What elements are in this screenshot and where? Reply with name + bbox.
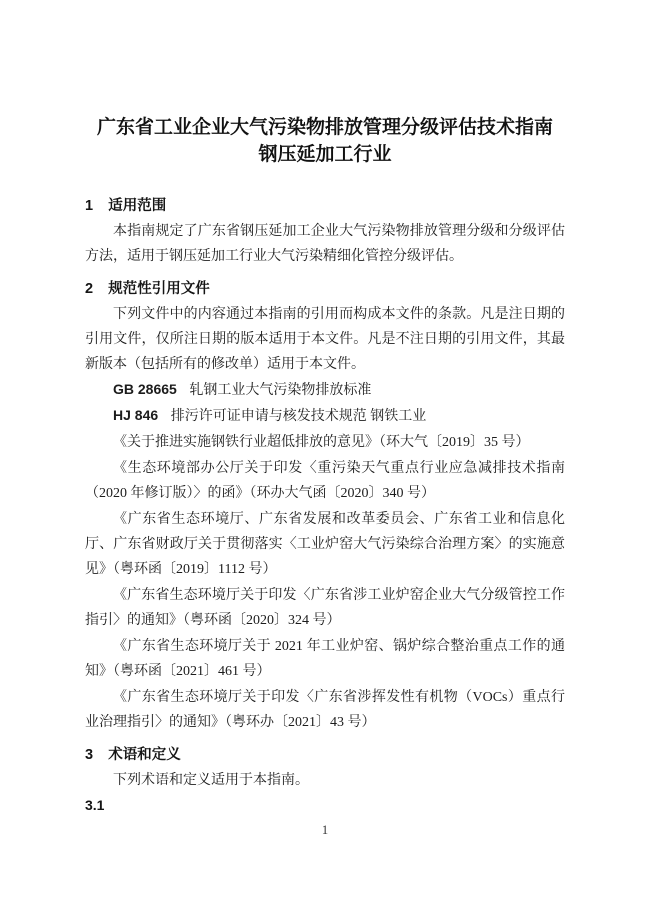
section-number: 1 <box>85 198 94 214</box>
reference-code: HJ 846 <box>113 407 159 423</box>
reference-text: 《广东省生态环境厅、广东省发展和改革委员会、广东省工业和信息化厅、广东省财政厅关于贯彻落实〈工业炉窑大气污染综合治理方案〉的实施意见》（粤环函〔2019〕1112 号） <box>85 512 565 577</box>
section-number: 2 <box>85 281 94 297</box>
reference-code: GB 28665 <box>113 381 177 397</box>
document-title-line-2: 钢压延加工行业 <box>258 144 392 165</box>
section-label: 适用范围 <box>108 198 167 214</box>
section-heading-terms <box>85 743 565 768</box>
reference-item <box>85 633 565 684</box>
subsection-number-3-1: 3.1 <box>85 797 105 813</box>
section-heading-scope <box>85 194 565 219</box>
reference-item <box>85 455 565 506</box>
document-title-line-1: 广东省工业企业大气污染物排放管理分级评估技术指南 <box>96 117 553 138</box>
reference-text: 轧钢工业大气污染物排放标准 <box>189 383 372 398</box>
reference-item <box>85 377 565 403</box>
terms-intro-paragraph: 下列术语和定义适用于本指南。 <box>113 773 309 788</box>
reference-item <box>85 506 565 582</box>
reference-text: 《关于推进实施钢铁行业超低排放的意见》（环大气〔2019〕35 号） <box>113 435 530 450</box>
reference-item <box>85 684 565 735</box>
reference-text: 《广东省生态环境厅关于 2021 年工业炉窑、锅炉综合整治重点工作的通知》（粤环函〔2021〕461 号） <box>85 639 565 679</box>
reference-text: 《广东省生态环境厅关于印发〈广东省涉挥发性有机物（VOCs）重点行业治理指引〉的通知》（粤环办〔2021〕43 号） <box>85 690 565 730</box>
reference-item <box>85 429 565 455</box>
section-number: 3 <box>85 747 94 763</box>
scope-paragraph: 本指南规定了广东省钢压延加工企业大气污染物排放管理分级和分级评估方法，适用于钢压延加工行业大气污染精细化管控分级评估。 <box>85 224 565 264</box>
reference-text: 排污许可证申请与核发技术规范 钢铁工业 <box>170 409 427 424</box>
normative-references-intro-paragraph: 下列文件中的内容通过本指南的引用而构成本文件的条款。凡是注日期的引用文件，仅所注日期的版本适用于本文件。凡是不注日期的引用文件，其最新版本（包括所有的修改单）适用于本文件。 <box>85 307 565 372</box>
reference-item <box>85 403 565 429</box>
document-title <box>85 114 565 168</box>
reference-text: 《生态环境部办公厅关于印发〈重污染天气重点行业应急减排技术指南（2020 年修订版）〉的函》（环办大气函〔2020〕340 号） <box>85 461 565 501</box>
page-number: 1 <box>321 823 329 837</box>
reference-text: 《广东省生态环境厅关于印发〈广东省涉工业炉窑企业大气分级管控工作指引〉的通知》（粤环函〔2020〕324 号） <box>85 588 565 628</box>
section-heading-normative-references <box>85 277 565 302</box>
section-label: 规范性引用文件 <box>108 281 210 297</box>
reference-item <box>85 582 565 633</box>
section-label: 术语和定义 <box>108 747 181 763</box>
